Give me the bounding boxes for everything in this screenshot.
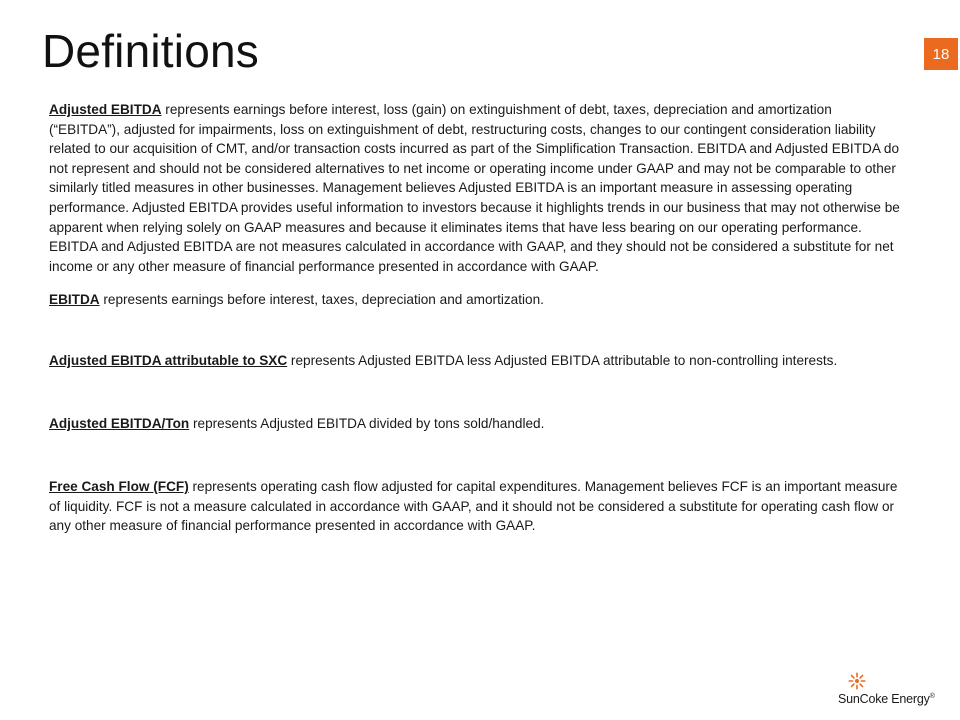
- page-title: Definitions: [42, 25, 259, 77]
- definition-ebitda: [49, 290, 901, 310]
- sun-icon: [848, 672, 866, 690]
- definition-term: Adjusted EBITDA attributable to SXC: [49, 353, 288, 368]
- definition-term: Free Cash Flow (FCF): [49, 479, 189, 494]
- company-logo: [838, 672, 942, 712]
- definition-text: represents earnings before interest, loss (gain) on extinguishment of debt, taxes, depreciation and amortization (“EBITDA”), adjusted for impairments, loss on extinguishment of debt, restructuring costs, changes to our contingent consideration liability related to our acquisition of CMT, and/or transaction costs incurred as part of the Simplification Transaction. EBITDA and Adjusted EBITDA do not represent and should not be considered alternatives to net income or operating income under GAAP and may not be comparable to other similarly titled measures in other businesses. Management believes Adjusted EBITDA is an important measure in assessing operating performance. Adjusted EBITDA provides useful information to investors because it highlights trends in our business that may not otherwise be apparent when relying solely on GAAP measures and because it eliminates items that have less bearing on our operating performance. EBITDA and Adjusted EBITDA are not measures calculated in accordance with GAAP, and they should not be considered a substitute for net income or any other measure of financial performance presented in accordance with GAAP.: [49, 102, 900, 274]
- definition-adjusted-ebitda: [49, 100, 901, 276]
- logo-wordmark: SunCoke Energy®: [838, 692, 935, 706]
- definition-term: EBITDA: [49, 292, 100, 307]
- page-number-badge: 18: [924, 38, 958, 70]
- definition-term: Adjusted EBITDA: [49, 102, 162, 117]
- definition-text: represents Adjusted EBITDA divided by tons sold/handled.: [189, 416, 545, 431]
- definition-text: represents operating cash flow adjusted for capital expenditures. Management believes FCF is an important measure of liquidity. FCF is not a measure calculated in accordance with GAAP, and it should not be considered a substitute for operating cash flow or any other measure of financial performance presented in accordance with GAAP.: [49, 479, 898, 534]
- definition-adjusted-ebitda-sxc: [49, 351, 901, 371]
- definition-free-cash-flow: [49, 477, 901, 536]
- definition-adjusted-ebitda-ton: [49, 414, 901, 434]
- definition-text: represents Adjusted EBITDA less Adjusted EBITDA attributable to non-controlling interests.: [287, 353, 838, 368]
- definition-text: represents earnings before interest, taxes, depreciation and amortization.: [99, 292, 544, 307]
- definition-term: Adjusted EBITDA/Ton: [49, 416, 190, 431]
